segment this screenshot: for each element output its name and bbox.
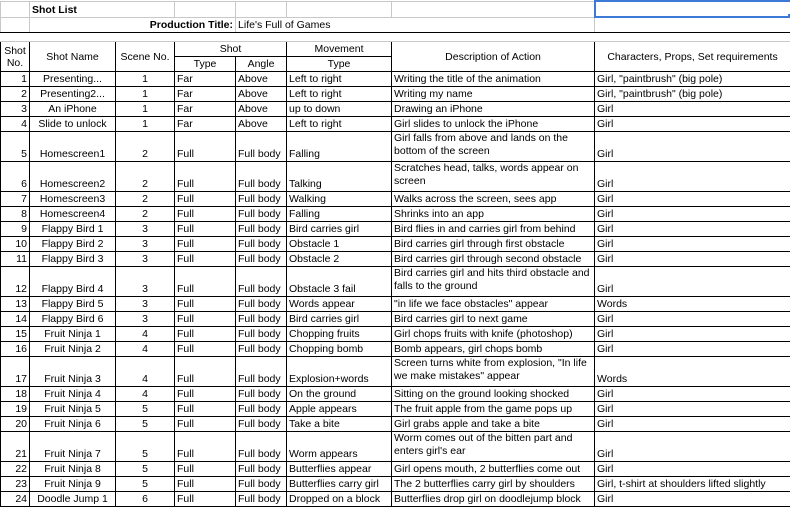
characters-cell[interactable]: Girl xyxy=(595,492,790,507)
scene-no-cell[interactable]: 3 xyxy=(116,222,175,237)
table-row xyxy=(1,312,790,327)
shot-name-cell[interactable]: An iPhone xyxy=(30,102,116,117)
table-row xyxy=(1,297,790,312)
header-type[interactable]: Type xyxy=(175,57,236,72)
shot-type-cell[interactable]: Full xyxy=(175,297,236,312)
movement-cell[interactable]: Bird carries girl xyxy=(287,312,392,327)
description-cell[interactable]: Writing the title of the animation xyxy=(392,72,595,87)
description-cell[interactable]: Bomb appears, girl chops bomb xyxy=(392,342,595,357)
shot-no-cell[interactable]: 9 xyxy=(1,222,30,237)
scene-no-cell[interactable]: 1 xyxy=(116,102,175,117)
table-row xyxy=(1,87,790,102)
table-row xyxy=(1,357,790,387)
table-row xyxy=(1,192,790,207)
shot-name-cell[interactable]: Fruit Ninja 3 xyxy=(30,357,116,387)
table-row xyxy=(1,432,790,462)
movement-cell[interactable]: On the ground xyxy=(287,387,392,402)
shot-name-cell[interactable]: Homescreen2 xyxy=(30,162,116,192)
shot-no-cell[interactable]: 24 xyxy=(1,492,30,507)
angle-cell[interactable]: Full body xyxy=(236,252,287,267)
shot-type-cell[interactable]: Full xyxy=(175,252,236,267)
shot-name-cell[interactable]: Presenting... xyxy=(30,72,116,87)
table-row xyxy=(1,207,790,222)
movement-cell[interactable]: Falling xyxy=(287,207,392,222)
description-cell[interactable]: Writing my name xyxy=(392,87,595,102)
table-row xyxy=(1,72,790,87)
movement-cell[interactable]: Words appear xyxy=(287,297,392,312)
header-scene-no[interactable]: Scene No. xyxy=(116,42,175,72)
shot-type-cell[interactable]: Full xyxy=(175,192,236,207)
characters-cell[interactable]: Words xyxy=(595,357,790,387)
angle-cell[interactable]: Above xyxy=(236,117,287,132)
shot-type-cell[interactable]: Full xyxy=(175,267,236,297)
angle-cell[interactable]: Full body xyxy=(236,462,287,477)
description-cell[interactable]: Worm comes out of the bitten part and enters girl's ear xyxy=(392,432,595,462)
shot-name-cell[interactable]: Fruit Ninja 9 xyxy=(30,477,116,492)
shot-type-cell[interactable]: Full xyxy=(175,417,236,432)
shot-name-cell[interactable]: Flappy Bird 6 xyxy=(30,312,116,327)
characters-cell[interactable]: Girl xyxy=(595,327,790,342)
scene-no-cell[interactable]: 2 xyxy=(116,132,175,162)
angle-cell[interactable]: Full body xyxy=(236,477,287,492)
characters-cell[interactable]: Girl, "paintbrush" (big pole) xyxy=(595,87,790,102)
characters-cell[interactable]: Words xyxy=(595,297,790,312)
scene-no-cell[interactable]: 4 xyxy=(116,387,175,402)
shot-type-cell[interactable]: Far xyxy=(175,117,236,132)
shot-no-cell[interactable]: 11 xyxy=(1,252,30,267)
header-angle[interactable]: Angle xyxy=(236,57,287,72)
description-cell[interactable]: Girl falls from above and lands on the bottom of the screen xyxy=(392,132,595,162)
scene-no-cell[interactable]: 1 xyxy=(116,87,175,102)
movement-cell[interactable]: Worm appears xyxy=(287,432,392,462)
shot-no-cell[interactable]: 19 xyxy=(1,402,30,417)
characters-cell[interactable]: Girl xyxy=(595,252,790,267)
movement-cell[interactable]: Walking xyxy=(287,192,392,207)
scene-no-cell[interactable]: 2 xyxy=(116,207,175,222)
header-movement[interactable]: Movement xyxy=(287,42,392,57)
production-title-label[interactable]: Production Title: xyxy=(30,17,236,33)
characters-cell[interactable]: Girl xyxy=(595,402,790,417)
angle-cell[interactable]: Full body xyxy=(236,342,287,357)
characters-cell[interactable]: Girl xyxy=(595,267,790,297)
movement-cell[interactable]: Take a bite xyxy=(287,417,392,432)
description-cell[interactable]: The fruit apple from the game pops up xyxy=(392,402,595,417)
angle-cell[interactable]: Full body xyxy=(236,417,287,432)
shot-name-cell[interactable]: Flappy Bird 3 xyxy=(30,252,116,267)
scene-no-cell[interactable]: 4 xyxy=(116,342,175,357)
shot-no-cell[interactable]: 14 xyxy=(1,312,30,327)
table-row xyxy=(1,237,790,252)
description-cell[interactable]: Bird flies in and carries girl from behind xyxy=(392,222,595,237)
description-cell[interactable]: Bird carries girl to next game xyxy=(392,312,595,327)
shot-type-cell[interactable]: Full xyxy=(175,222,236,237)
characters-cell[interactable]: Girl, t-shirt at shoulders lifted slightly xyxy=(595,477,790,492)
shot-no-cell[interactable]: 21 xyxy=(1,432,30,462)
scene-no-cell[interactable]: 5 xyxy=(116,417,175,432)
shot-type-cell[interactable]: Full xyxy=(175,492,236,507)
description-cell[interactable]: Scratches head, talks, words appear on screen xyxy=(392,162,595,192)
characters-cell[interactable]: Girl xyxy=(595,117,790,132)
shot-type-cell[interactable]: Full xyxy=(175,237,236,252)
description-cell[interactable]: "in life we face obstacles" appear xyxy=(392,297,595,312)
characters-cell[interactable]: Girl xyxy=(595,132,790,162)
shot-name-cell[interactable]: Flappy Bird 5 xyxy=(30,297,116,312)
shot-name-cell[interactable]: Homescreen1 xyxy=(30,132,116,162)
scene-no-cell[interactable]: 3 xyxy=(116,267,175,297)
description-cell[interactable]: Butterflies drop girl on doodlejump block xyxy=(392,492,595,507)
table-row xyxy=(1,132,790,162)
movement-cell[interactable]: Apple appears xyxy=(287,402,392,417)
shot-no-cell[interactable]: 7 xyxy=(1,192,30,207)
movement-cell[interactable]: Left to right xyxy=(287,117,392,132)
table-row xyxy=(1,102,790,117)
scene-no-cell[interactable]: 2 xyxy=(116,162,175,192)
description-cell[interactable]: Shrinks into an app xyxy=(392,207,595,222)
shot-name-cell[interactable]: Flappy Bird 2 xyxy=(30,237,116,252)
movement-cell[interactable]: Obstacle 3 fail xyxy=(287,267,392,297)
production-title-value[interactable]: Life's Full of Games xyxy=(236,17,595,33)
table-row xyxy=(1,462,790,477)
shot-type-cell[interactable]: Full xyxy=(175,207,236,222)
movement-cell[interactable]: Left to right xyxy=(287,72,392,87)
shot-no-cell[interactable]: 10 xyxy=(1,237,30,252)
scene-no-cell[interactable]: 3 xyxy=(116,297,175,312)
characters-cell[interactable]: Girl xyxy=(595,462,790,477)
angle-cell[interactable]: Full body xyxy=(236,387,287,402)
scene-no-cell[interactable]: 1 xyxy=(116,72,175,87)
table-row xyxy=(1,117,790,132)
description-cell[interactable]: Drawing an iPhone xyxy=(392,102,595,117)
characters-cell[interactable]: Girl xyxy=(595,162,790,192)
angle-cell[interactable]: Full body xyxy=(236,492,287,507)
table-row xyxy=(1,342,790,357)
scene-no-cell[interactable]: 1 xyxy=(116,117,175,132)
shot-type-cell[interactable]: Full xyxy=(175,312,236,327)
shot-type-cell[interactable]: Full xyxy=(175,477,236,492)
shot-no-cell[interactable]: 20 xyxy=(1,417,30,432)
angle-cell[interactable]: Full body xyxy=(236,162,287,192)
angle-cell[interactable]: Full body xyxy=(236,297,287,312)
shot-type-cell[interactable]: Full xyxy=(175,342,236,357)
shot-no-cell[interactable]: 18 xyxy=(1,387,30,402)
angle-cell[interactable]: Full body xyxy=(236,402,287,417)
angle-cell[interactable]: Full body xyxy=(236,222,287,237)
movement-cell[interactable]: Butterflies carry girl xyxy=(287,477,392,492)
scene-no-cell[interactable]: 3 xyxy=(116,312,175,327)
shot-type-cell[interactable]: Full xyxy=(175,132,236,162)
characters-cell[interactable]: Girl xyxy=(595,237,790,252)
characters-cell[interactable]: Girl xyxy=(595,417,790,432)
angle-cell[interactable]: Above xyxy=(236,87,287,102)
scene-no-cell[interactable]: 4 xyxy=(116,357,175,387)
angle-cell[interactable]: Above xyxy=(236,72,287,87)
header-shot[interactable]: Shot xyxy=(175,42,287,57)
scene-no-cell[interactable]: 5 xyxy=(116,477,175,492)
shot-name-cell[interactable]: Fruit Ninja 7 xyxy=(30,432,116,462)
description-cell[interactable]: Screen turns white from explosion, "In life we make mistakes" appear xyxy=(392,357,595,387)
table-row xyxy=(1,222,790,237)
movement-cell[interactable]: Obstacle 1 xyxy=(287,237,392,252)
table-row xyxy=(1,162,790,192)
shot-type-cell[interactable]: Full xyxy=(175,402,236,417)
characters-cell[interactable]: Girl xyxy=(595,387,790,402)
scene-no-cell[interactable]: 6 xyxy=(116,492,175,507)
shot-type-cell[interactable]: Full xyxy=(175,327,236,342)
header-shot-name[interactable]: Shot Name xyxy=(30,42,116,72)
shot-no-cell[interactable]: 6 xyxy=(1,162,30,192)
angle-cell[interactable]: Above xyxy=(236,102,287,117)
description-cell[interactable]: Walks across the screen, sees app xyxy=(392,192,595,207)
table-row xyxy=(1,252,790,267)
shot-name-cell[interactable]: Doodle Jump 1 xyxy=(30,492,116,507)
characters-cell[interactable]: Girl, "paintbrush" (big pole) xyxy=(595,72,790,87)
shot-no-cell[interactable]: 5 xyxy=(1,132,30,162)
description-cell[interactable]: Girl slides to unlock the iPhone xyxy=(392,117,595,132)
description-cell[interactable]: Girl chops fruits with knife (photoshop) xyxy=(392,327,595,342)
shot-type-cell[interactable]: Full xyxy=(175,387,236,402)
shot-no-cell[interactable]: 16 xyxy=(1,342,30,357)
description-cell[interactable]: Bird carries girl through first obstacle xyxy=(392,237,595,252)
shot-type-cell[interactable]: Full xyxy=(175,432,236,462)
description-cell[interactable]: The 2 butterflies carry girl by shoulders xyxy=(392,477,595,492)
movement-cell[interactable]: Obstacle 2 xyxy=(287,252,392,267)
description-cell[interactable]: Bird carries girl through second obstacle xyxy=(392,252,595,267)
shot-name-cell[interactable]: Flappy Bird 4 xyxy=(30,267,116,297)
movement-cell[interactable]: Butterflies appear xyxy=(287,462,392,477)
characters-cell[interactable]: Girl xyxy=(595,102,790,117)
angle-cell[interactable]: Full body xyxy=(236,132,287,162)
table-row xyxy=(1,387,790,402)
angle-cell[interactable]: Full body xyxy=(236,192,287,207)
shot-name-cell[interactable]: Presenting2... xyxy=(30,87,116,102)
shot-name-cell[interactable]: Homescreen3 xyxy=(30,192,116,207)
cell-a1[interactable] xyxy=(1,1,30,17)
movement-cell[interactable]: up to down xyxy=(287,102,392,117)
movement-cell[interactable]: Left to right xyxy=(287,87,392,102)
movement-cell[interactable]: Chopping fruits xyxy=(287,327,392,342)
shot-type-cell[interactable]: Full xyxy=(175,357,236,387)
characters-cell[interactable]: Girl xyxy=(595,192,790,207)
table-row xyxy=(1,267,790,297)
shot-name-cell[interactable]: Fruit Ninja 2 xyxy=(30,342,116,357)
table-row xyxy=(1,492,790,507)
shot-no-cell[interactable]: 3 xyxy=(1,102,30,117)
characters-cell[interactable]: Girl xyxy=(595,342,790,357)
description-cell[interactable]: Bird carries girl and hits third obstacle and falls to the ground xyxy=(392,267,595,297)
angle-cell[interactable]: Full body xyxy=(236,237,287,252)
scene-no-cell[interactable]: 3 xyxy=(116,252,175,267)
shot-name-cell[interactable]: Homescreen4 xyxy=(30,207,116,222)
header-characters[interactable]: Characters, Props, Set requirements xyxy=(595,42,790,72)
selected-cell[interactable] xyxy=(595,1,790,17)
description-cell[interactable]: Girl grabs apple and take a bite xyxy=(392,417,595,432)
angle-cell[interactable]: Full body xyxy=(236,357,287,387)
characters-cell[interactable]: Girl xyxy=(595,222,790,237)
table-row xyxy=(1,417,790,432)
shot-type-cell[interactable]: Far xyxy=(175,87,236,102)
scene-no-cell[interactable]: 5 xyxy=(116,402,175,417)
angle-cell[interactable]: Full body xyxy=(236,267,287,297)
angle-cell[interactable]: Full body xyxy=(236,312,287,327)
shot-no-cell[interactable]: 1 xyxy=(1,72,30,87)
header-movement-type[interactable]: Type xyxy=(287,57,392,72)
shot-name-cell[interactable]: Slide to unlock xyxy=(30,117,116,132)
characters-cell[interactable]: Girl xyxy=(595,312,790,327)
scene-no-cell[interactable]: 5 xyxy=(116,462,175,477)
movement-cell[interactable]: Bird carries girl xyxy=(287,222,392,237)
shot-no-cell[interactable]: 22 xyxy=(1,462,30,477)
characters-cell[interactable]: Girl xyxy=(595,432,790,462)
movement-cell[interactable]: Falling xyxy=(287,132,392,162)
shot-name-cell[interactable]: Fruit Ninja 1 xyxy=(30,327,116,342)
shot-no-cell[interactable]: 2 xyxy=(1,87,30,102)
shot-no-cell[interactable]: 4 xyxy=(1,117,30,132)
shot-type-cell[interactable]: Far xyxy=(175,102,236,117)
scene-no-cell[interactable]: 2 xyxy=(116,192,175,207)
scene-no-cell[interactable]: 5 xyxy=(116,432,175,462)
shot-type-cell[interactable]: Far xyxy=(175,72,236,87)
shot-no-cell[interactable]: 17 xyxy=(1,357,30,387)
scene-no-cell[interactable]: 3 xyxy=(116,237,175,252)
shot-name-cell[interactable]: Fruit Ninja 5 xyxy=(30,402,116,417)
description-cell[interactable]: Girl opens mouth, 2 butterflies come out xyxy=(392,462,595,477)
shot-name-cell[interactable]: Fruit Ninja 8 xyxy=(30,462,116,477)
shot-no-cell[interactable]: 13 xyxy=(1,297,30,312)
angle-cell[interactable]: Full body xyxy=(236,432,287,462)
shot-no-cell[interactable]: 12 xyxy=(1,267,30,297)
angle-cell[interactable]: Full body xyxy=(236,327,287,342)
sheet-title[interactable]: Shot List xyxy=(30,1,175,17)
movement-cell[interactable]: Talking xyxy=(287,162,392,192)
header-description[interactable]: Description of Action xyxy=(392,42,595,72)
shot-name-cell[interactable]: Flappy Bird 1 xyxy=(30,222,116,237)
table-row xyxy=(1,402,790,417)
movement-cell[interactable]: Dropped on a block xyxy=(287,492,392,507)
shot-type-cell[interactable]: Full xyxy=(175,162,236,192)
header-shot-no[interactable]: Shot No. xyxy=(1,42,30,72)
angle-cell[interactable]: Full body xyxy=(236,207,287,222)
shot-no-cell[interactable]: 15 xyxy=(1,327,30,342)
movement-cell[interactable]: Explosion+words xyxy=(287,357,392,387)
shot-name-cell[interactable]: Fruit Ninja 6 xyxy=(30,417,116,432)
characters-cell[interactable]: Girl xyxy=(595,207,790,222)
shot-no-cell[interactable]: 23 xyxy=(1,477,30,492)
shot-no-cell[interactable]: 8 xyxy=(1,207,30,222)
movement-cell[interactable]: Chopping bomb xyxy=(287,342,392,357)
description-cell[interactable]: Sitting on the ground looking shocked xyxy=(392,387,595,402)
table-row xyxy=(1,327,790,342)
shot-name-cell[interactable]: Fruit Ninja 4 xyxy=(30,387,116,402)
shot-type-cell[interactable]: Full xyxy=(175,462,236,477)
scene-no-cell[interactable]: 4 xyxy=(116,327,175,342)
table-row xyxy=(1,477,790,492)
